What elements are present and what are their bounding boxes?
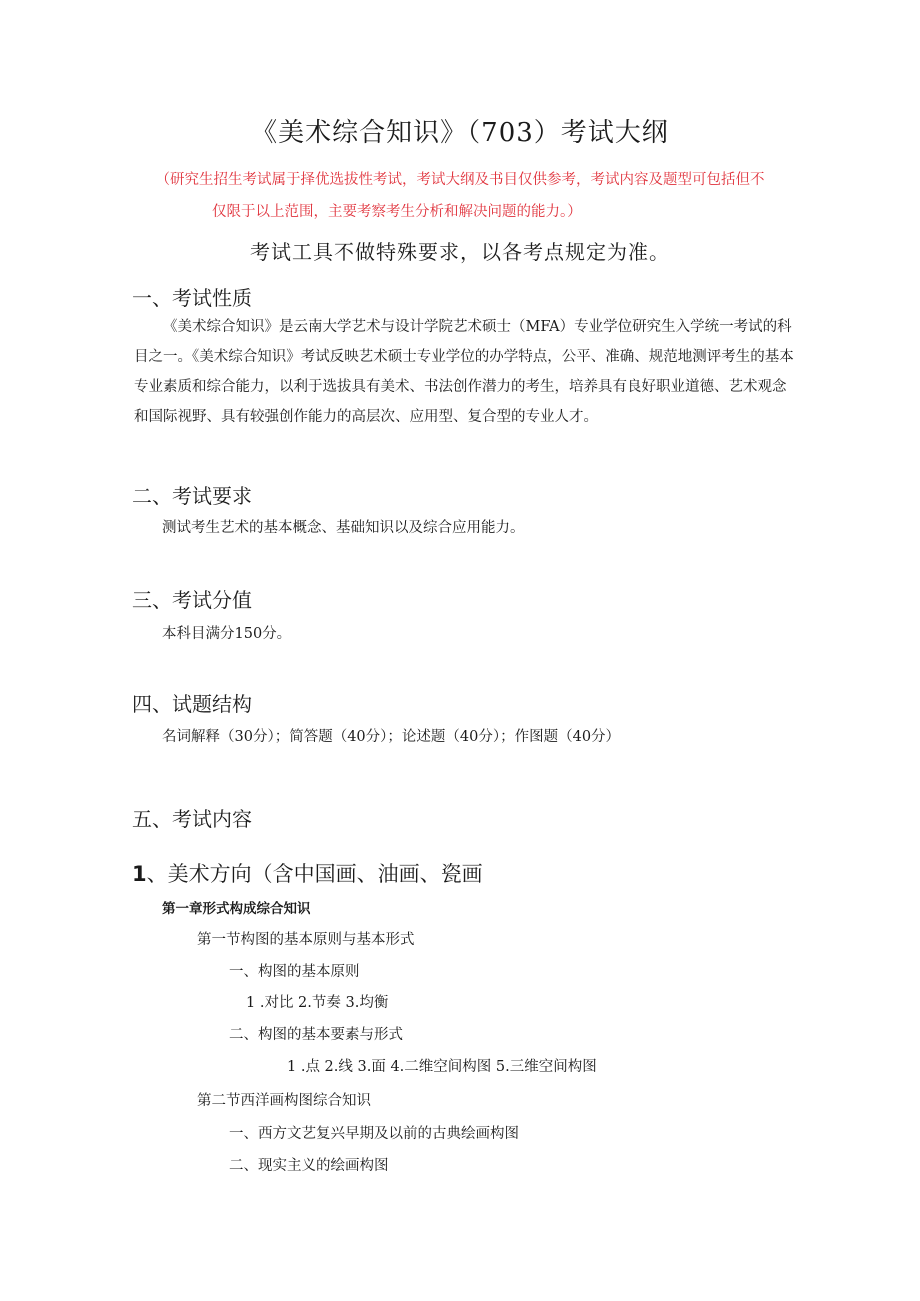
outline-item: 一、构图的基本原则 — [229, 964, 360, 980]
section-heading-requirements: 二、考试要求 — [132, 484, 252, 508]
subsection-title: 第一节构图的基本原则与基本形式 — [197, 932, 415, 948]
section-body-score: 本科目满分150分。 — [162, 626, 292, 642]
outline-item: 二、现实主义的绘画构图 — [229, 1158, 389, 1174]
outline-item: 一、西方文艺复兴早期及以前的古典绘画构图 — [229, 1126, 519, 1142]
section-heading-structure: 四、试题结构 — [132, 692, 252, 716]
outline-item: 二、构图的基本要素与形式 — [229, 1027, 403, 1043]
direction-text: 、美术方向（含中国画、油画、瓷画 — [146, 862, 483, 886]
direction-heading — [132, 858, 483, 888]
section-body-nature: 《美术综合知识》是云南大学艺术与设计学院艺术硕士（MFA）专业学位研究生入学统一考试的科目之一。《美术综合知识》考试反映艺术硕士专业学位的办学特点，公平、准确、规范地测评考生的基本专业素质和综合能力，以利于选拔具有美术、书法创作潜力的考生，培养具有良好职业道德、艺术观念和国际视野、具有较强创作能力的高层次、应用型、复合型的专业人才。 — [134, 319, 794, 425]
disclaimer-line-2: 仅限于以上范围，主要考察考生分析和解决问题的能力。） — [212, 204, 582, 220]
chapter-title: 第一章形式构成综合知识 — [162, 901, 311, 917]
section-body-structure: 名词解释（30分）；简答题（40分）；论述题（40分）；作图题（40分） — [162, 729, 621, 745]
section-heading-nature: 一、考试性质 — [132, 286, 252, 310]
outline-list: 1 .点 2.线 3.面 4.二维空间构图 5.三维空间构图 — [287, 1059, 597, 1075]
page-title: 《美术综合知识》（703）考试大纲 — [251, 118, 669, 148]
disclaimer-line-1: （研究生招生考试属于择优选拔性考试，考试大纲及书目仅供参考，考试内容及题型可包括但不 — [155, 172, 765, 188]
outline-list: 1 .对比 2.节奏 3.均衡 — [246, 995, 389, 1011]
direction-number: 1 — [132, 862, 147, 886]
section-body-requirements: 测试考生艺术的基本概念、基础知识以及综合应用能力。 — [162, 520, 525, 536]
section-heading-score: 三、考试分值 — [132, 588, 252, 612]
subsection-title: 第二节西洋画构图综合知识 — [197, 1093, 371, 1109]
section-heading-content: 五、考试内容 — [132, 807, 252, 831]
exam-tools-note: 考试工具不做特殊要求，以各考点规定为准。 — [250, 240, 670, 264]
